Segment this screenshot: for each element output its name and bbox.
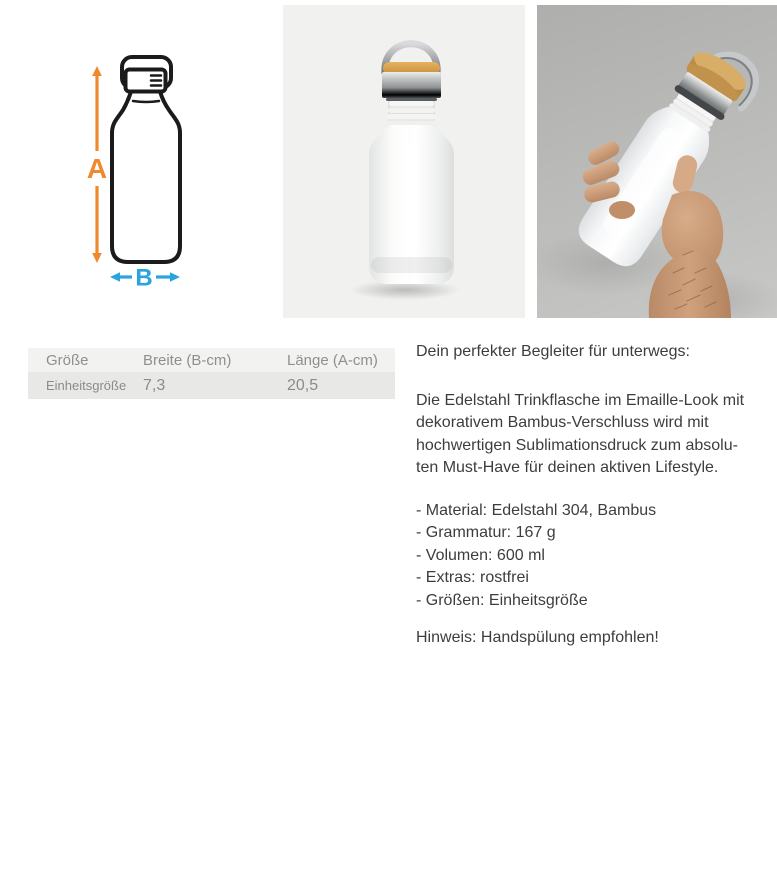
dimension-label-b: B — [135, 264, 153, 292]
size-table-header-groesse: Größe — [46, 351, 89, 369]
bottle-outline-drawing — [55, 50, 205, 295]
ribbed-neck — [386, 101, 437, 127]
care-note: Hinweis: Handspülung empfohlen! — [416, 629, 659, 646]
paragraph-line: Die Edelstahl Trinkflasche im Emaille-Look mit — [416, 391, 745, 409]
spec-grammatur: - Grammatur: 167 g — [416, 524, 556, 541]
paragraph-line: ten Must-Have für deinen aktiven Lifestyle. — [416, 459, 719, 476]
product-photo-studio — [283, 5, 525, 318]
spec-volumen: - Volumen: 600 ml — [416, 546, 545, 564]
size-table-row — [28, 372, 395, 399]
spec-extras: - Extras: rostfrei — [416, 569, 529, 586]
paragraph-line: dekorativem Bambus-Verschluss wird mit — [416, 414, 709, 431]
size-table-header-row — [28, 348, 395, 372]
description-intro: Dein perfekter Begleiter für unterwegs: — [416, 343, 690, 360]
finger-pinky — [609, 201, 635, 219]
size-value-laenge: 20,5 — [287, 376, 319, 394]
metal-cap-band — [382, 72, 441, 98]
spec-groessen: - Größen: Einheitsgröße — [416, 591, 588, 609]
bottle-base-shade — [371, 257, 452, 273]
studio-bottle-image — [283, 5, 525, 318]
product-photo-hand — [537, 5, 777, 318]
size-value-breite: 7,3 — [143, 376, 166, 394]
product-description — [416, 341, 772, 650]
cap-gasket — [386, 98, 437, 101]
size-table-header-laenge: Länge (A-cm) — [287, 351, 378, 369]
spec-list — [416, 500, 772, 613]
bottle-outline — [112, 57, 180, 262]
hand-bottle-image — [537, 5, 777, 318]
description-paragraph — [416, 390, 772, 480]
size-table — [28, 348, 395, 399]
size-value-name: Einheitsgröße — [46, 378, 127, 393]
size-table-header-breite: Breite (B-cm) — [143, 351, 232, 369]
specular-highlight — [409, 154, 419, 172]
dimension-label-a: A — [86, 153, 108, 184]
size-diagram — [55, 50, 205, 295]
spec-material: - Material: Edelstahl 304, Bambus — [416, 501, 657, 519]
paragraph-line: hochwertigen Sublimationsdruck zum absolu- — [416, 436, 738, 454]
